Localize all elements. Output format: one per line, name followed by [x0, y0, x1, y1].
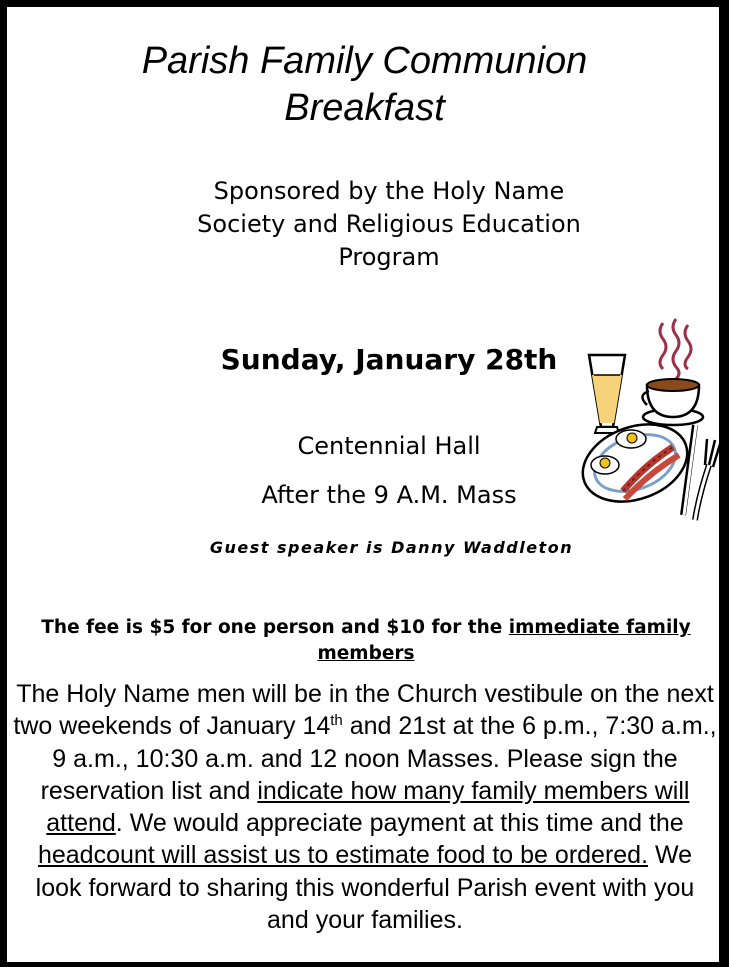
- event-venue: Centennial Hall: [297, 432, 481, 460]
- fee-text: The fee is $5 for one person and $10 for the: [41, 617, 509, 638]
- guest-speaker: Guest speaker is Danny Waddleton: [209, 538, 574, 557]
- flyer-title: [0, 38, 729, 132]
- fee-notice: [26, 615, 706, 667]
- event-time: After the 9 A.M. Mass: [261, 481, 517, 509]
- body-text: and 21st at the 6 p.m., 7:30 a.m., 9 a.m., 10:30 a.m. and 12 noon Masses. Please sign the reservation list and: [40, 712, 717, 805]
- body-underlined-text: headcount will assist us to estimate food to be ordered.: [37, 841, 649, 870]
- title-line: Breakfast: [284, 87, 445, 129]
- body-text: The Holy Name men will be in the Church vestibule on the next two weekends of January 14: [13, 680, 714, 741]
- body-paragraph: [12, 678, 718, 936]
- sponsor-line: Sponsored by the Holy Name: [213, 177, 565, 205]
- event-date: Sunday, January 28th: [220, 343, 558, 376]
- ordinal-suffix: th: [330, 712, 343, 730]
- sponsor-line: Society and Religious Education: [197, 210, 581, 238]
- sponsor-text: [0, 175, 729, 274]
- breakfast-clipart-icon: [575, 315, 725, 535]
- body-underlined-text: indicate how many family members will attend: [46, 776, 690, 838]
- title-line: Parish Family Communion: [141, 40, 588, 82]
- body-text: We look forward to sharing this wonderful Parish event with you and your families.: [35, 841, 695, 935]
- sponsor-line: Program: [338, 243, 440, 271]
- body-text: . We would appreciate payment at this time and the: [115, 809, 684, 838]
- fee-underlined-text: immediate family members: [317, 617, 691, 664]
